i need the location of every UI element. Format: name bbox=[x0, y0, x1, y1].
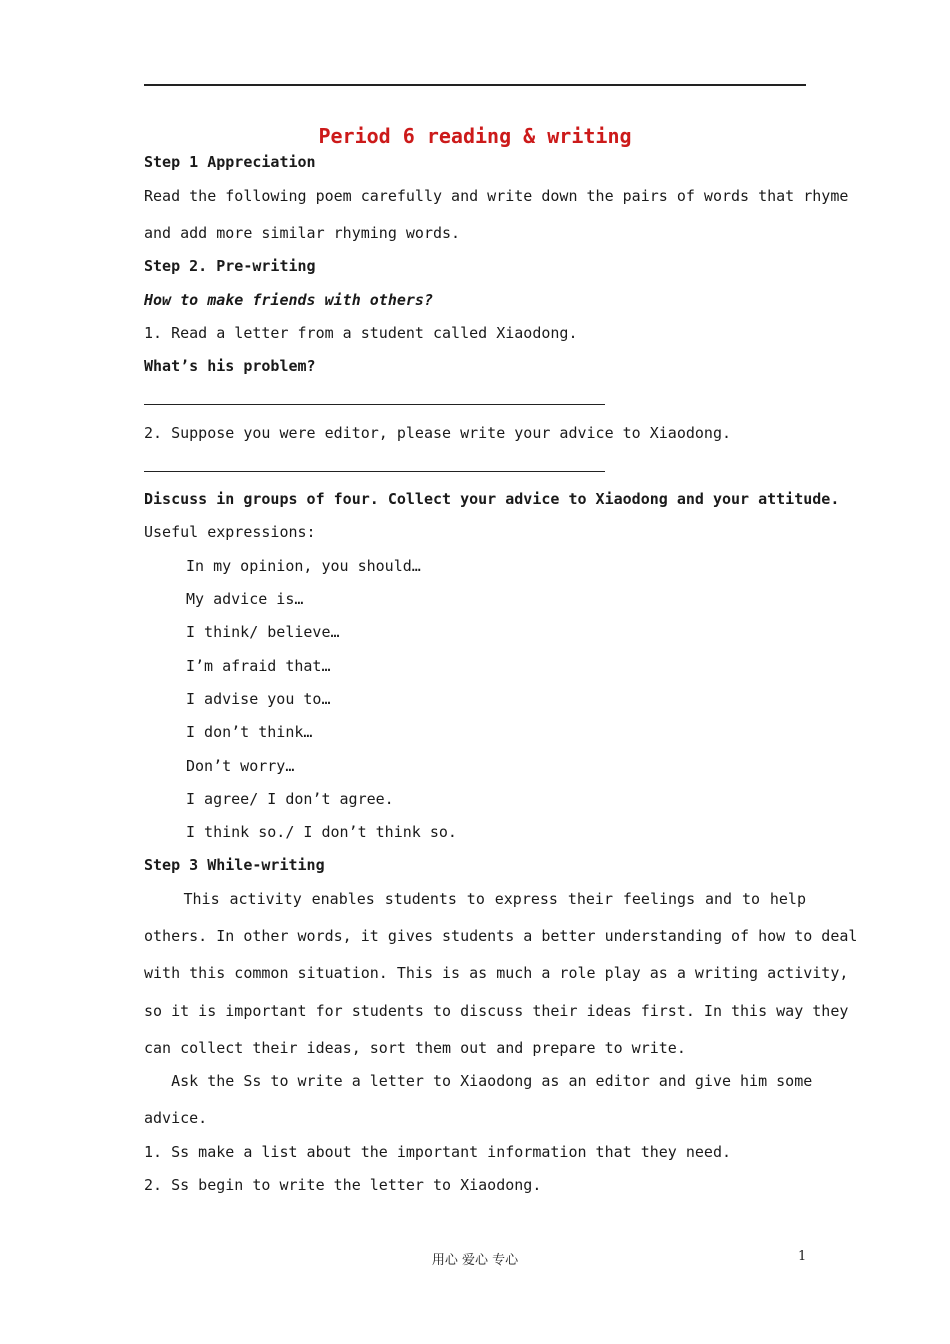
step3-item-2: 2. Ss begin to write the letter to Xiaodong. bbox=[144, 1176, 542, 1194]
step3-paragraph-line: Ask the Ss to write a letter to Xiaodong as an editor and give him some bbox=[144, 1072, 813, 1090]
step3-heading: Step 3 While-writing bbox=[144, 856, 325, 874]
useful-expressions-label: Useful expressions: bbox=[144, 523, 316, 541]
step1-paragraph-line: and add more similar rhyming words. bbox=[144, 224, 461, 242]
step2-item-2: 2. Suppose you were editor, please write your advice to Xiaodong. bbox=[144, 424, 731, 442]
step3-item-1: 1. Ss make a list about the important information that they need. bbox=[144, 1143, 731, 1161]
step1-heading: Step 1 Appreciation bbox=[144, 153, 316, 171]
expression-item: I’m afraid that… bbox=[186, 657, 331, 675]
header-rule bbox=[144, 84, 806, 86]
step3-paragraph-line: can collect their ideas, sort them out and prepare to write. bbox=[144, 1039, 686, 1057]
step3-paragraph-line: advice. bbox=[144, 1109, 208, 1127]
step3-paragraph-line: so it is important for students to discuss their ideas first. In this way they bbox=[144, 1002, 849, 1020]
step1-paragraph-line: Read the following poem carefully and write down the pairs of words that rhyme bbox=[144, 187, 849, 205]
step3-paragraph-line: with this common situation. This is as much a role play as a writing activity, bbox=[144, 964, 849, 982]
discuss-instruction: Discuss in groups of four. Collect your advice to Xiaodong and your attitude. bbox=[144, 490, 840, 508]
page-title: Period 6 reading & writing bbox=[318, 124, 632, 148]
expression-item: Don’t worry… bbox=[186, 757, 295, 775]
expression-item: I agree/ I don’t agree. bbox=[186, 790, 394, 808]
expression-item: I advise you to… bbox=[186, 690, 331, 708]
expression-item: I think so./ I don’t think so. bbox=[186, 823, 457, 841]
problem-question: What’s his problem? bbox=[144, 357, 316, 375]
answer-blank-line bbox=[144, 404, 605, 405]
expression-item: My advice is… bbox=[186, 590, 304, 608]
expression-item: In my opinion, you should… bbox=[186, 557, 421, 575]
footer-motto: 用心 爱心 专心 bbox=[431, 1253, 519, 1268]
page-number: 1 bbox=[798, 1249, 807, 1264]
step3-paragraph-line: others. In other words, it gives students a better understanding of how to deal bbox=[144, 927, 858, 945]
step2-heading: Step 2. Pre-writing bbox=[144, 257, 316, 275]
expression-item: I think/ believe… bbox=[186, 623, 340, 641]
step3-paragraph-line: This activity enables students to express their feelings and to help bbox=[144, 890, 806, 908]
expression-item: I don’t think… bbox=[186, 723, 313, 741]
step2-item-1: 1. Read a letter from a student called Xiaodong. bbox=[144, 324, 578, 342]
answer-blank-line bbox=[144, 471, 605, 472]
step2-question: How to make friends with others? bbox=[144, 291, 433, 309]
